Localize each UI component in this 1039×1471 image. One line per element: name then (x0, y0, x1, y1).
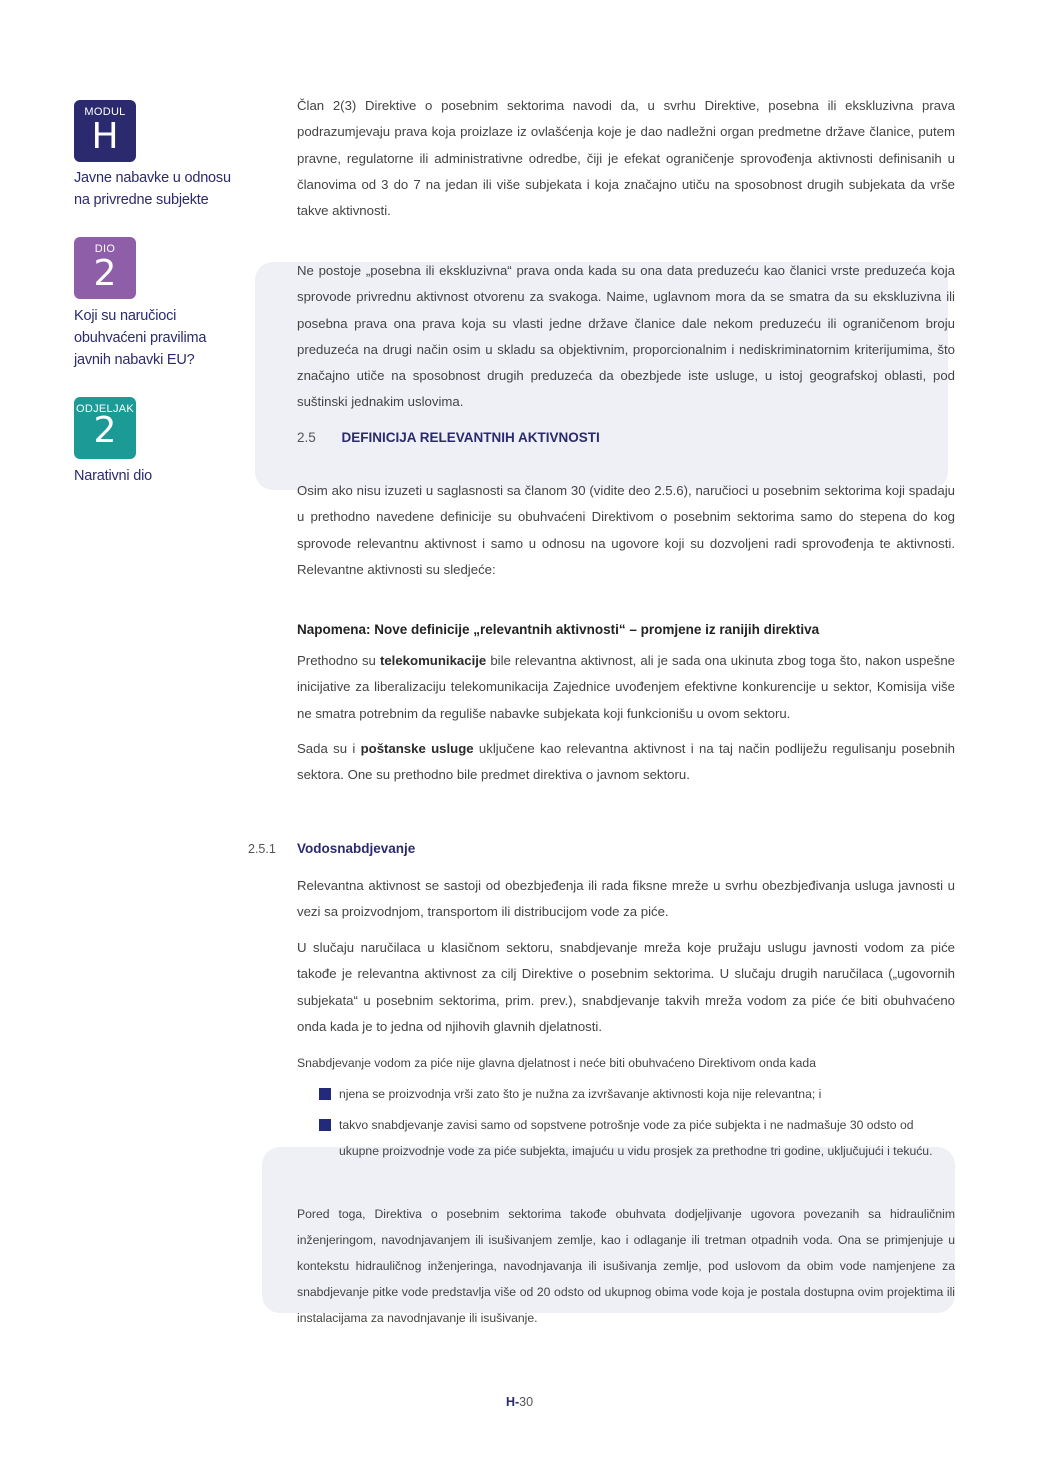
page-number (0, 1395, 1039, 1409)
note-p2-bold: poštanske usluge (360, 741, 474, 756)
section-number: 2.5 (297, 430, 316, 445)
odjeljak-badge (74, 397, 136, 459)
note-p1-post: bile relevantna aktivnost, ali je sada ona ukinuta zbog toga što, nakon uspešne inicijative za liberalizaciju telekomunikacija Zajednice uvođenjem efektivne konkurencije u sektor, Komisija više ne smatra potrebnim da reguliše nabavke subjekata koji funkcionišu u ovom sektoru. (297, 653, 955, 721)
paragraph-3: Osim ako nisu izuzeti u saglasnosti sa članom 30 (vidite deo 2.5.6), naručioci u posebnim sektorima koji spadaju u prethodno navedene definicije su obuhvaćeni Direktivom o posebnim sektorima samo do stepena do kog sprovode relevantnu aktivnost i samo u odnosu na ugovore koji su dozvoljeni radi sprovođenja te aktivnosti. Relevantne aktivnosti su sledjeće: (297, 483, 955, 577)
page-prefix: H- (505, 1395, 520, 1409)
dio-badge (74, 237, 136, 299)
paragraph-4: Relevantna aktivnost se sastoji od obezbjeđenja ili rada fiksne mreže u svrhu obezbjeđivanja usluga javnosti u vezi sa proizvodnjom, transportom ili distribucijom vode za piće. (297, 878, 955, 920)
dio-value: 2 (93, 253, 117, 294)
paragraph-6: Snabdjevanje vodom za piće nije glavna djelatnost i neće biti obuhvaćeno Direktivom onda kada (297, 1056, 816, 1070)
paragraph-5: U slučaju naručilaca u klasičnom sektoru, snabdjevanje mreža koje pružaju uslugu javnosti vodom za piće takođe je relevantna aktivnost za cilj Direktive o posebnim sektorima. U slučaju drugih naručilaca („ugovornih subjekata“ u posebnim sektorima, prim. prev.), snabdjevanje takvih mreža vodom za piće će biti obuhvaćeno onda kada je to jedna od njihovih glavnih djelatnosti. (297, 940, 955, 1034)
note-heading: Napomena: Nove definicije „relevantnih aktivnosti“ – promjene iz ranijih direktiva (297, 622, 820, 637)
note-p1-pre: Prethodno su (297, 653, 380, 668)
note-p2-pre: Sada su i (297, 741, 361, 756)
paragraph-1: Član 2(3) Direktive o posebnim sektorima navodi da, u svrhu Direktive, posebna ili ekskluzivna prava podrazumjevaju prava koja proizlaze iz ovlašćenja koje je dao nadležni organ predmetne države članice, putem pravne, regulatorne ili administrativne odredbe, čiji je efekat ograničenje sprovođenja aktivnosti definisanih u članovima od 3 do 7 na jedan ili više subjekata i koja značajno utiču na sposobnost drugih subjekata da vrše takve aktivnosti. (297, 98, 955, 219)
dio-label: DIO (94, 243, 116, 255)
paragraph-2: Ne postoje „posebna ili ekskluzivna“ prava onda kada su ona data preduzeću kao članici vrste preduzeća koja sprovode privrednu aktivnost otvorenu za svakoga. Naime, uglavnom mora da se smatra da su ekskluzivna ili posebna prava ona prava koja su vlasti jedne države članice dale nekom preduzeću ili ograničenom broju preduzeća na drugi način osim u skladu sa objektivnim, proporcionalnim i nediskriminatornim kriterijumima, što značajno utiče na sposobnost drugih preduzeća da obezbjede iste usluge, u istoj geografskoj oblasti, pod suštinski jednakim uslovima. (297, 263, 955, 410)
bullet-item-2: takvo snabdjevanje zavisi samo od sopstvene potrošnje vode za piće subjekta i ne nadmašuje 30 odsto od ukupne proizvodnje vode za piće subjekta, imajuću u vidu prosjek za prethodne tri godine, uključujući i tekuću. (339, 1118, 933, 1158)
odjeljak-title: Narativni dio (74, 468, 152, 484)
subsection-number: 2.5.1 (248, 842, 276, 856)
bullet-marker-1 (319, 1088, 331, 1100)
modul-value: H (91, 116, 119, 157)
note-paragraph-1 (297, 648, 955, 727)
bullet-item-1: njena se proizvodnja vrši zato što je nužna za izvršavanje aktivnosti koja nije relevantna; i (339, 1087, 822, 1101)
paragraph-7: Pored toga, Direktiva o posebnim sektorima takođe obuhvata dodjeljivanje ugovora povezanih sa hidrauličnim inženjeringom, navodnjavanjem ili isušivanjem zemlje, kao i odlaganje ili tretman otpadnih voda. Ona se primjenjuje u kontekstu hidrauličnog inženjeringa, navodnjavanja ili isušivanja zemlje, pod uslovom da obim vode namjenjene za snabdjevanje pitke vode predstavlja više od 20 odsto od ukupnog obima vode koja je postala dostupna ovim projektima ili instalacijama za navodnjavanje ili isušivanje. (297, 1207, 955, 1325)
note-paragraph-2 (297, 736, 955, 789)
note-p1-bold: telekomunikacije (379, 653, 487, 668)
note-p2-post: uključene kao relevantna aktivnost i na taj način podliježu regulisanju posebnih sektora. One su prethodno bile predmet direktiva o javnom sektoru. (297, 741, 955, 783)
modul-label: MODUL (84, 106, 126, 118)
section-heading-2-5 (297, 430, 600, 445)
odjeljak-label: ODJELJAK (75, 403, 135, 415)
section-title: DEFINICIJA RELEVANTNIH AKTIVNOSTI (341, 430, 600, 445)
section-heading-2-5-1 (248, 841, 416, 856)
modul-title: Javne nabavke u odnosu na privredne subjekte (74, 170, 231, 208)
bullet-marker-2 (319, 1119, 331, 1131)
dio-title: Koji su naručioci obuhvaćeni pravilima javnih nabavki EU? (74, 308, 207, 368)
odjeljak-value: 2 (93, 410, 117, 451)
subsection-title: Vodosnabdjevanje (297, 841, 416, 856)
modul-badge (74, 100, 136, 162)
page-value: 30 (519, 1395, 534, 1409)
